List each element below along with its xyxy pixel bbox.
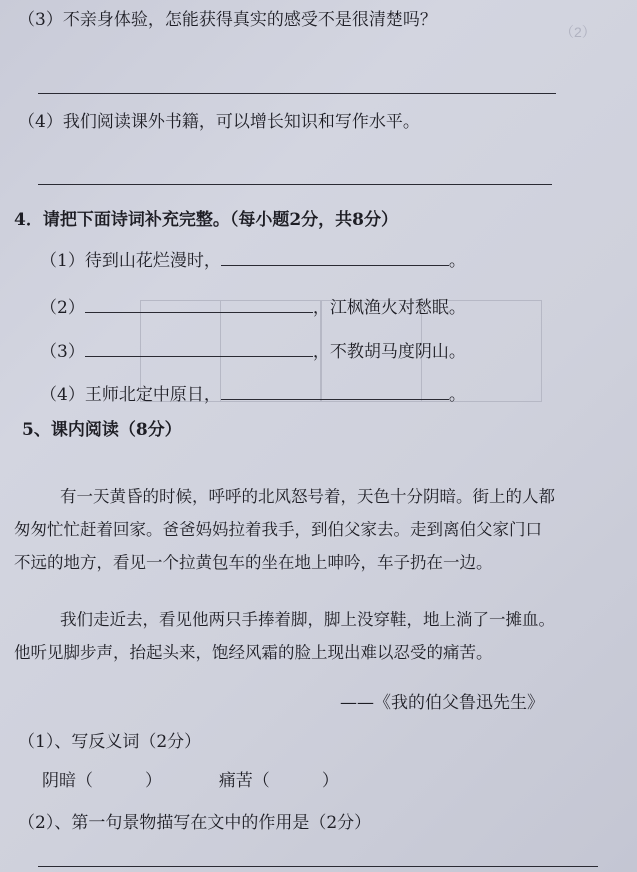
poem-item-suffix: 。 bbox=[448, 385, 466, 405]
poem-item-prefix: （3） bbox=[40, 342, 85, 362]
answer-line bbox=[38, 184, 552, 185]
poem-item-suffix: 。 bbox=[448, 251, 466, 271]
poem-item-2 bbox=[40, 293, 466, 318]
passage-line: 我们走近去，看见他两只手捧着脚，脚上没穿鞋，地上淌了一摊血。 bbox=[60, 610, 555, 629]
section-5-heading: 5、课内阅读（8分） bbox=[22, 420, 182, 440]
passage-line: 他听见脚步声，抬起头来，饱经风霜的脸上现出难以忍受的痛苦。 bbox=[14, 643, 493, 662]
poem-item-prefix: （4）王师北定中原日， bbox=[40, 385, 221, 405]
reading-passage-para-2 bbox=[14, 603, 630, 669]
antonym-word-1: 阴暗（ bbox=[42, 771, 93, 791]
paren-close: ） bbox=[321, 771, 339, 791]
bleed-through-text: （2） bbox=[560, 24, 596, 40]
antonym-word-2: 痛苦（ bbox=[218, 771, 270, 791]
passage-source: ——《我的伯父鲁迅先生》 bbox=[340, 693, 544, 713]
poem-item-3 bbox=[40, 337, 466, 362]
poem-item-4 bbox=[40, 380, 466, 405]
poem-item-1 bbox=[40, 246, 466, 271]
answer-line bbox=[38, 93, 556, 94]
answer-line bbox=[38, 866, 598, 867]
poem-item-suffix: ，不教胡马度阴山。 bbox=[312, 342, 466, 362]
paren-close: ） bbox=[145, 771, 162, 791]
antonym-row bbox=[42, 766, 339, 791]
passage-line: 匆匆忙忙赶着回家。爸爸妈妈拉着我手，到伯父家去。走到离伯父家门口 bbox=[14, 520, 542, 539]
fill-blank[interactable] bbox=[85, 342, 313, 357]
fill-blank[interactable] bbox=[85, 298, 313, 313]
section-4-heading: 4．请把下面诗词补充完整。（每小题2分，共8分） bbox=[14, 210, 398, 230]
q3-item-3: （3）不亲身体验，怎能获得真实的感受不是很清楚吗？ bbox=[18, 10, 437, 30]
q5-2-label: （2）、第一句景物描写在文中的作用是（2分） bbox=[18, 813, 372, 833]
poem-item-prefix: （1）待到山花烂漫时， bbox=[40, 251, 221, 271]
fill-blank[interactable] bbox=[221, 251, 449, 266]
q5-1-label: （1）、写反义词（2分） bbox=[18, 732, 202, 752]
poem-item-suffix: ，江枫渔火对愁眠。 bbox=[312, 298, 466, 318]
poem-item-prefix: （2） bbox=[40, 298, 85, 318]
reading-passage-para-1 bbox=[14, 480, 630, 579]
passage-line: 有一天黄昏的时候，呼呼的北风怒号着，天色十分阴暗。街上的人都 bbox=[60, 487, 555, 506]
fill-blank[interactable] bbox=[221, 385, 449, 400]
passage-line: 不远的地方，看见一个拉黄包车的坐在地上呻吟，车子扔在一边。 bbox=[14, 553, 493, 572]
q3-item-4: （4）我们阅读课外书籍，可以增长知识和写作水平。 bbox=[18, 112, 420, 132]
